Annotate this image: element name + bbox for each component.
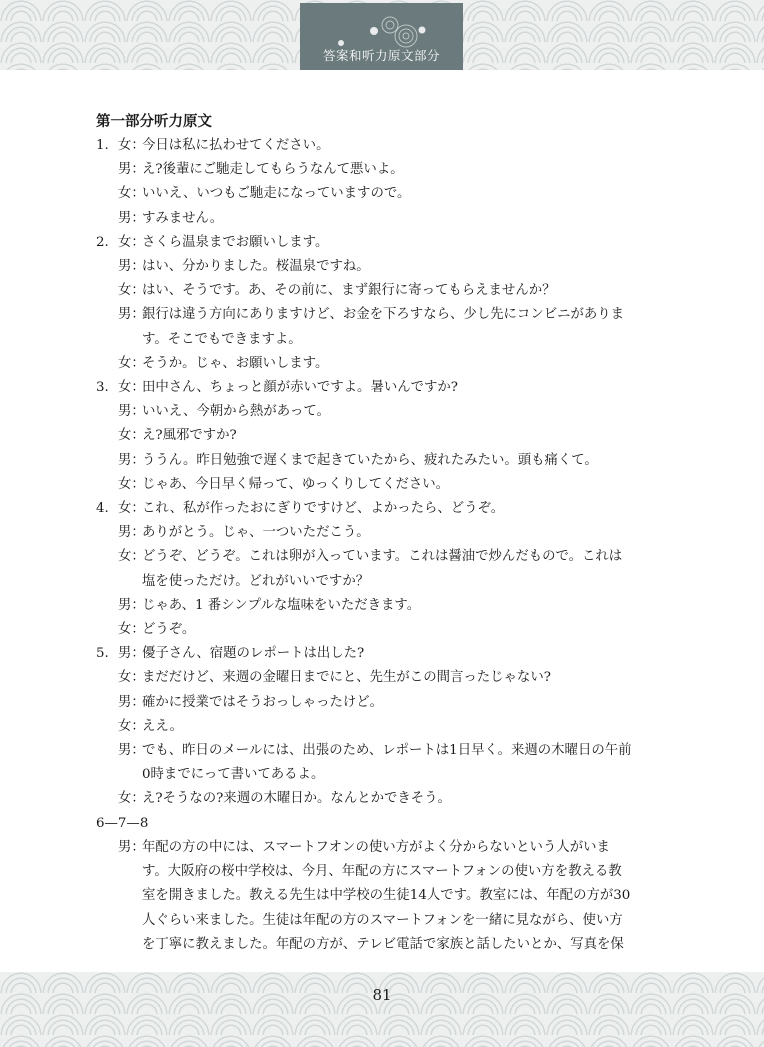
page-body bbox=[96, 110, 671, 957]
utterance-text: じゃあ、1 番シンプルな塩味をいただきます。 bbox=[142, 597, 421, 613]
question-number: 1. bbox=[96, 138, 109, 153]
dialogue-line bbox=[96, 739, 671, 763]
speaker-label: 男： bbox=[118, 307, 145, 323]
dialogue-line bbox=[96, 182, 671, 206]
question-number: 2. bbox=[96, 234, 109, 250]
speaker-label: 女： bbox=[118, 186, 145, 202]
speaker-label: 男： bbox=[118, 839, 145, 855]
utterance-text: どうぞ、どうぞ。これは卵が入っています。これは醤油で炒んだもので。これは bbox=[142, 549, 623, 565]
indent bbox=[96, 279, 118, 303]
indent bbox=[96, 836, 118, 860]
speaker-label: 男： bbox=[118, 404, 145, 420]
dialogue-line bbox=[96, 545, 671, 569]
utterance-text: はい、分かりました。桜温泉ですね。 bbox=[142, 259, 370, 275]
speaker-label: 女： bbox=[118, 428, 145, 444]
dialogue-line bbox=[96, 666, 671, 690]
speaker-label: 男： bbox=[118, 694, 145, 710]
utterance-text: ううん。昨日勉強で遅くまで起きていたから、疲れたみたい。頭も痛くて。 bbox=[142, 452, 598, 468]
speaker-label: 女： bbox=[118, 501, 145, 517]
passage-line bbox=[96, 884, 671, 908]
indent bbox=[96, 424, 118, 448]
dialogue-line bbox=[96, 618, 671, 642]
dialogue-line bbox=[96, 231, 671, 255]
utterance-text: いいえ、今朝から熱があって。 bbox=[142, 404, 330, 420]
speaker-label: 女： bbox=[118, 622, 145, 638]
question-number: 5. bbox=[96, 646, 109, 662]
utterance-text: 0時までにって書いてあるよ。 bbox=[142, 767, 325, 783]
utterance-text: まだだけど、来週の金曜日までにと、先生がこの間言ったじゃない? bbox=[142, 670, 551, 686]
indent bbox=[96, 473, 118, 497]
utterance-text: 確かに授業ではそうおっしゃったけど。 bbox=[142, 694, 384, 710]
speaker-label: 男： bbox=[118, 162, 145, 178]
utterance-text: 銀行は違う方向にありますけど、お金を下ろすなら、少し先にコンビニがありま bbox=[142, 307, 625, 323]
speaker-label: 女： bbox=[118, 718, 145, 734]
indent bbox=[96, 691, 118, 715]
dialogue-line bbox=[96, 328, 671, 352]
indent bbox=[96, 400, 118, 424]
indent bbox=[96, 207, 118, 231]
header-title: 答案和听力原文部分 bbox=[322, 48, 440, 63]
speaker-label: 女： bbox=[118, 283, 145, 299]
utterance-text: 今日は私に払わせてください。 bbox=[142, 138, 330, 153]
passage-text: す。大阪府の桜中学校は、今月、年配の方にスマートフォンの使い方を教える教 bbox=[142, 864, 622, 880]
speaker-label: 女： bbox=[118, 234, 145, 250]
page-number: 81 bbox=[372, 986, 392, 1004]
dialogue-line bbox=[96, 134, 671, 158]
dialogue-line bbox=[96, 255, 671, 279]
indent bbox=[96, 158, 118, 182]
indent bbox=[96, 352, 118, 376]
dialogue-line bbox=[96, 424, 671, 448]
indent bbox=[96, 618, 118, 642]
utterance-text: さくら温泉までお願いします。 bbox=[142, 234, 329, 250]
dialogue-line bbox=[96, 763, 671, 787]
dialogue-line bbox=[96, 691, 671, 715]
dialogue-line bbox=[96, 207, 671, 231]
passage-line bbox=[96, 860, 671, 884]
utterance-text: え?後輩にご馳走してもらうなんて悪いよ。 bbox=[142, 162, 404, 178]
utterance-text: え?そうなの?来週の木曜日か。なんとかできそう。 bbox=[142, 791, 451, 807]
indent bbox=[96, 715, 118, 739]
dialogue-line bbox=[96, 303, 671, 327]
speaker-label: 男： bbox=[118, 210, 145, 226]
indent bbox=[96, 255, 118, 279]
indent bbox=[96, 594, 118, 618]
dialogue-line bbox=[96, 352, 671, 376]
utterance-text: 塩を使っただけ。どれがいいですか？ bbox=[142, 573, 370, 589]
utterance-text: ありがとう。じゃ、一ついただこう。 bbox=[142, 525, 370, 541]
dialogue-line bbox=[96, 570, 671, 594]
speaker-label: 女： bbox=[118, 476, 145, 492]
utterance-text: すみません。 bbox=[142, 210, 224, 226]
speaker-label: 男： bbox=[118, 743, 145, 759]
speaker-label: 男： bbox=[118, 597, 145, 613]
dialogue-line bbox=[96, 787, 671, 811]
utterance-text: す。そこでもできますよ。 bbox=[142, 331, 302, 347]
passage-heading: 6—7—8 bbox=[96, 815, 149, 831]
passage bbox=[96, 812, 671, 957]
dialogue-line bbox=[96, 497, 671, 521]
indent bbox=[96, 666, 118, 690]
speaker-label: 女： bbox=[118, 380, 145, 396]
dialogue-line bbox=[96, 376, 671, 400]
speaker-label: 女： bbox=[118, 355, 145, 371]
dialogue-line bbox=[96, 449, 671, 473]
utterance-text: はい、そうです。あ、その前に、まず銀行に寄ってもらえませんか？ bbox=[142, 283, 556, 299]
passage-text: を丁寧に教えました。年配の方が、テレビ電話で家族と話したいとか、写真を保 bbox=[142, 936, 624, 952]
utterance-text: え?風邪ですか? bbox=[142, 428, 237, 444]
utterance-text: 田中さん、ちょっと顔が赤いですよ。暑いんですか? bbox=[142, 380, 458, 396]
dialogue-list bbox=[96, 134, 671, 812]
passage-line bbox=[96, 933, 671, 957]
passage-line bbox=[96, 836, 671, 860]
dialogue-line bbox=[96, 715, 671, 739]
speaker-label: 男： bbox=[118, 259, 145, 275]
dialogue-line bbox=[96, 521, 671, 545]
speaker-label: 女： bbox=[118, 138, 145, 153]
indent bbox=[96, 449, 118, 473]
utterance-text: 優子さん、宿題のレポートは出した? bbox=[142, 646, 365, 662]
header-banner bbox=[300, 3, 463, 70]
passage-text: 室を開きました。教える先生は中学校の生徒14人です。教室には、年配の方が30 bbox=[142, 888, 631, 904]
utterance-text: ええ。 bbox=[142, 718, 183, 734]
dialogue-line bbox=[96, 279, 671, 303]
dialogue-line bbox=[96, 400, 671, 424]
dialogue-line bbox=[96, 473, 671, 497]
footer-wave-band bbox=[0, 972, 764, 1047]
dialogue-line bbox=[96, 594, 671, 618]
indent bbox=[96, 545, 118, 569]
speaker-label: 女： bbox=[118, 670, 145, 686]
indent bbox=[96, 182, 118, 206]
speaker-label: 男： bbox=[118, 525, 145, 541]
indent bbox=[96, 787, 118, 811]
speaker-label: 男： bbox=[118, 646, 145, 662]
utterance-text: そうか。じゃ、お願いします。 bbox=[142, 355, 329, 371]
passage-text: 人ぐらい来ました。生徒は年配の方のスマートフォンを一緒に見ながら、使い方 bbox=[142, 912, 623, 928]
question-number: 4. bbox=[96, 501, 109, 517]
dialogue-line bbox=[96, 158, 671, 182]
utterance-text: いいえ、いつもご馳走になっていますので。 bbox=[142, 186, 411, 202]
speaker-label: 女： bbox=[118, 549, 145, 565]
passage-text: 年配の方の中には、スマートフオンの使い方がよく分からないという人がいま bbox=[142, 839, 610, 855]
section-title: 第一部分听力原文 bbox=[96, 114, 212, 130]
indent bbox=[96, 303, 118, 327]
speaker-label: 女： bbox=[118, 791, 145, 807]
utterance-text: これ、私が作ったおにぎりですけど、よかったら、どうぞ。 bbox=[142, 501, 505, 517]
utterance-text: どうぞ。 bbox=[142, 622, 196, 638]
utterance-text: じゃあ、今日早く帰って、ゆっくりしてください。 bbox=[142, 476, 450, 492]
passage-line bbox=[96, 909, 671, 933]
indent bbox=[96, 739, 118, 763]
indent bbox=[96, 521, 118, 545]
speaker-label: 男： bbox=[118, 452, 145, 468]
utterance-text: でも、昨日のメールには、出張のため、レポートは1日早く。来週の木曜日の午前 bbox=[142, 743, 632, 759]
dialogue-line bbox=[96, 642, 671, 666]
question-number: 3. bbox=[96, 380, 109, 396]
